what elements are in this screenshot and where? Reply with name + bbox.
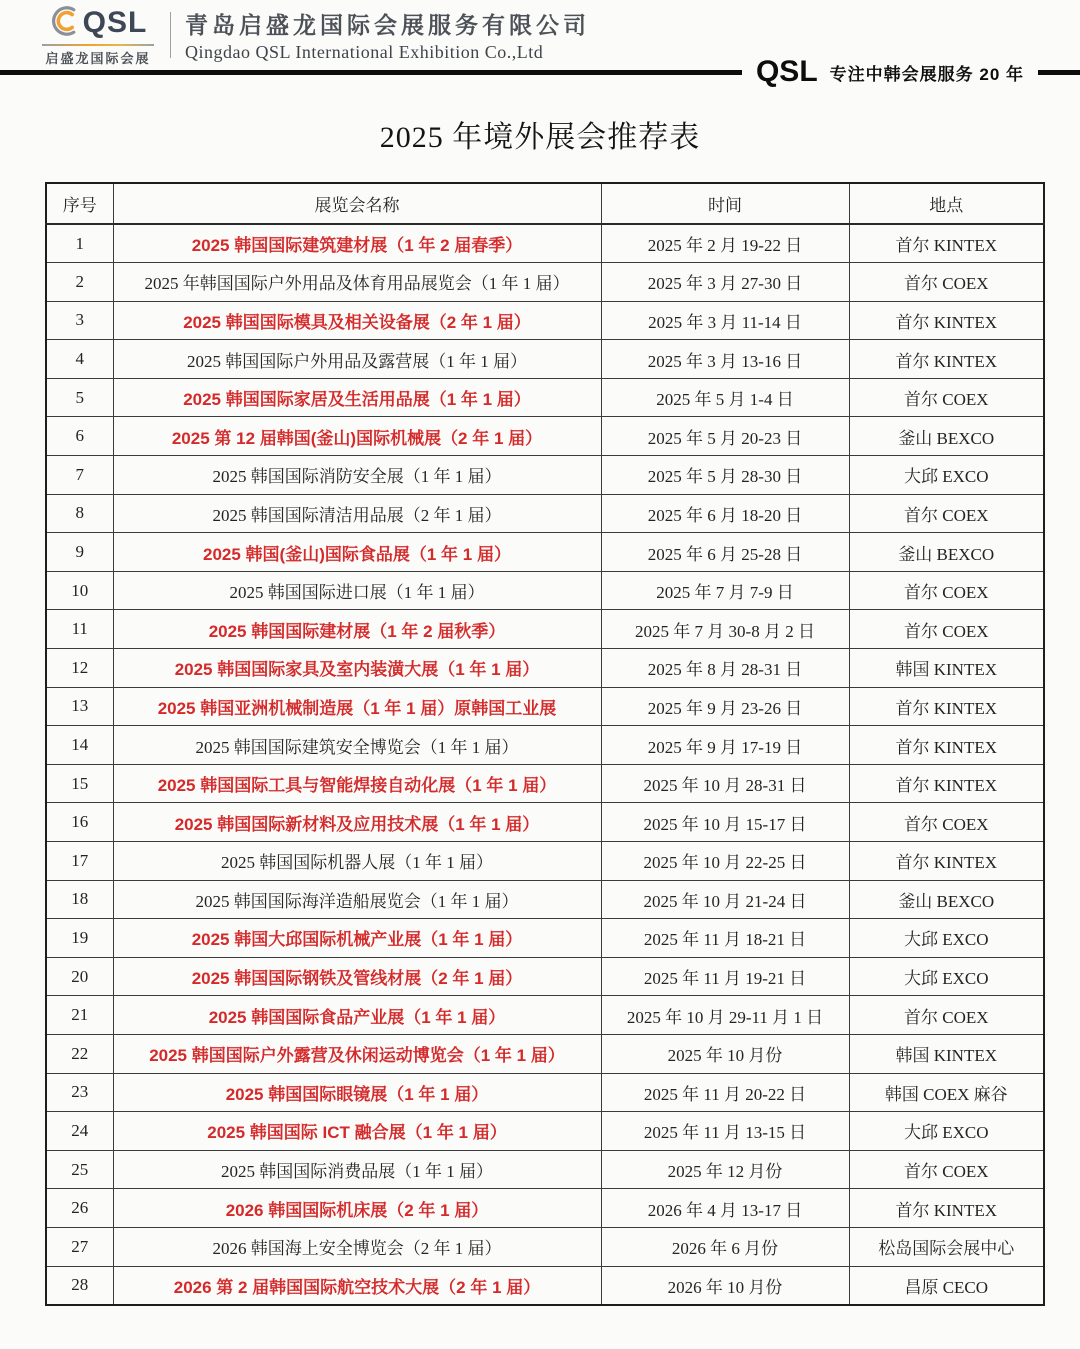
row-number: 11: [46, 610, 113, 649]
table-row: [46, 687, 1044, 726]
exhibition-name: 2025 韩国国际建筑建材展（1 年 2 届春季）: [113, 224, 601, 263]
exhibition-time: 2026 年 10 月份: [601, 1266, 849, 1305]
exhibition-time: 2026 年 4 月 13-17 日: [601, 1189, 849, 1228]
exhibition-place: 首尔 KINTEX: [849, 726, 1044, 765]
row-number: 22: [46, 1034, 113, 1073]
row-number: 12: [46, 649, 113, 688]
row-number: 19: [46, 919, 113, 958]
exhibition-time: 2025 年 3 月 27-30 日: [601, 263, 849, 302]
table-row: [46, 301, 1044, 340]
column-header-number: 序号: [46, 183, 113, 224]
exhibition-place: 首尔 KINTEX: [849, 224, 1044, 263]
exhibition-place: 首尔 KINTEX: [849, 687, 1044, 726]
exhibition-name: 2025 韩国国际模具及相关设备展（2 年 1 届）: [113, 301, 601, 340]
exhibition-time: 2025 年 10 月 21-24 日: [601, 880, 849, 919]
exhibition-place: 首尔 COEX: [849, 610, 1044, 649]
exhibition-place: 首尔 COEX: [849, 996, 1044, 1035]
table-row: [46, 1034, 1044, 1073]
exhibition-place: 釜山 BEXCO: [849, 533, 1044, 572]
exhibition-time: 2025 年 6 月 25-28 日: [601, 533, 849, 572]
exhibition-name: 2025 韩国国际机器人展（1 年 1 届）: [113, 842, 601, 881]
exhibition-place: 松岛国际会展中心: [849, 1227, 1044, 1266]
row-number: 17: [46, 842, 113, 881]
table-row: [46, 1189, 1044, 1228]
exhibition-name: 2025 韩国国际家居及生活用品展（1 年 1 届）: [113, 378, 601, 417]
exhibition-name: 2025 韩国国际海洋造船展览会（1 年 1 届）: [113, 880, 601, 919]
exhibition-place: 韩国 KINTEX: [849, 1034, 1044, 1073]
row-number: 7: [46, 456, 113, 495]
exhibition-name: 2025 韩国国际工具与智能焊接自动化展（1 年 1 届）: [113, 764, 601, 803]
exhibition-name: 2025 韩国国际新材料及应用技术展（1 年 1 届）: [113, 803, 601, 842]
exhibition-place: 韩国 KINTEX: [849, 649, 1044, 688]
exhibition-time: 2025 年 5 月 1-4 日: [601, 378, 849, 417]
row-number: 5: [46, 378, 113, 417]
exhibition-place: 釜山 BEXCO: [849, 417, 1044, 456]
tagline-text: 专注中韩会展服务 20 年: [829, 64, 1024, 84]
exhibition-place: 首尔 COEX: [849, 571, 1044, 610]
row-number: 15: [46, 764, 113, 803]
exhibition-name: 2025 韩国国际户外露营及休闲运动博览会（1 年 1 届）: [113, 1034, 601, 1073]
row-number: 10: [46, 571, 113, 610]
exhibition-name: 2025 韩国国际消费品展（1 年 1 届）: [113, 1150, 601, 1189]
exhibition-name: 2025 韩国国际建筑安全博览会（1 年 1 届）: [113, 726, 601, 765]
row-number: 1: [46, 224, 113, 263]
row-number: 28: [46, 1266, 113, 1305]
row-number: 27: [46, 1227, 113, 1266]
row-number: 26: [46, 1189, 113, 1228]
exhibition-name: 2026 第 2 届韩国国际航空技术大展（2 年 1 届）: [113, 1266, 601, 1305]
tagline-qsl: QSL: [755, 55, 818, 88]
table-row: [46, 803, 1044, 842]
exhibition-name: 2025 韩国亚洲机械制造展（1 年 1 届）原韩国工业展: [113, 687, 601, 726]
table-row: [46, 1150, 1044, 1189]
exhibition-name: 2025 韩国国际建材展（1 年 2 届秋季）: [113, 610, 601, 649]
row-number: 9: [46, 533, 113, 572]
page-title: 2025 年境外展会推荐表: [379, 121, 701, 154]
column-header-place: 地点: [849, 183, 1044, 224]
table-row: [46, 571, 1044, 610]
row-number: 8: [46, 494, 113, 533]
exhibition-name: 2025 第 12 届韩国(釜山)国际机械展（2 年 1 届）: [113, 417, 601, 456]
row-number: 24: [46, 1112, 113, 1151]
exhibition-name: 2025 韩国国际进口展（1 年 1 届）: [113, 571, 601, 610]
exhibition-time: 2025 年 7 月 7-9 日: [601, 571, 849, 610]
exhibition-name: 2025 韩国国际 ICT 融合展（1 年 1 届）: [113, 1112, 601, 1151]
table-row: [46, 649, 1044, 688]
table-row: [46, 224, 1044, 263]
exhibition-name: 2025 韩国大邱国际机械产业展（1 年 1 届）: [113, 919, 601, 958]
exhibition-place: 首尔 COEX: [849, 378, 1044, 417]
row-number: 18: [46, 880, 113, 919]
row-number: 14: [46, 726, 113, 765]
exhibition-place: 首尔 KINTEX: [849, 340, 1044, 379]
exhibition-time: 2025 年 9 月 23-26 日: [601, 687, 849, 726]
exhibition-time: 2025 年 12 月份: [601, 1150, 849, 1189]
exhibition-name: 2025 年韩国国际户外用品及体育用品展览会（1 年 1 届）: [113, 263, 601, 302]
exhibition-time: 2025 年 11 月 13-15 日: [601, 1112, 849, 1151]
company-name-cn: 青岛启盛龙国际会展服务有限公司: [185, 12, 590, 38]
exhibition-time: 2026 年 6 月份: [601, 1227, 849, 1266]
table-row: [46, 340, 1044, 379]
row-number: 25: [46, 1150, 113, 1189]
exhibition-table: [45, 182, 1045, 1306]
exhibition-place: 首尔 COEX: [849, 803, 1044, 842]
logo-rule: [42, 44, 154, 46]
exhibition-name: 2025 韩国国际钢铁及管线材展（2 年 1 届）: [113, 957, 601, 996]
table-row: [46, 1227, 1044, 1266]
exhibition-time: 2025 年 11 月 19-21 日: [601, 957, 849, 996]
exhibition-place: 大邱 EXCO: [849, 919, 1044, 958]
row-number: 4: [46, 340, 113, 379]
logo-subtitle: 启盛龙国际会展: [45, 50, 151, 66]
exhibition-place: 首尔 KINTEX: [849, 1189, 1044, 1228]
exhibition-place: 首尔 COEX: [849, 494, 1044, 533]
row-number: 2: [46, 263, 113, 302]
exhibition-time: 2025 年 3 月 13-16 日: [601, 340, 849, 379]
exhibition-place: 首尔 COEX: [849, 263, 1044, 302]
exhibition-place: 韩国 COEX 麻谷: [849, 1073, 1044, 1112]
exhibition-name: 2025 韩国(釜山)国际食品展（1 年 1 届）: [113, 533, 601, 572]
row-number: 16: [46, 803, 113, 842]
row-number: 13: [46, 687, 113, 726]
row-number: 20: [46, 957, 113, 996]
exhibition-time: 2025 年 10 月份: [601, 1034, 849, 1073]
exhibition-time: 2025 年 6 月 18-20 日: [601, 494, 849, 533]
table-row: [46, 919, 1044, 958]
exhibition-time: 2025 年 10 月 28-31 日: [601, 764, 849, 803]
exhibition-place: 大邱 EXCO: [849, 456, 1044, 495]
exhibition-time: 2025 年 8 月 28-31 日: [601, 649, 849, 688]
exhibition-name: 2025 韩国国际清洁用品展（2 年 1 届）: [113, 494, 601, 533]
table-row: [46, 842, 1044, 881]
company-name-en: Qingdao QSL International Exhibition Co.,Ltd: [185, 42, 544, 62]
table-row: [46, 533, 1044, 572]
exhibition-time: 2025 年 5 月 20-23 日: [601, 417, 849, 456]
tagline-rule-right: [1038, 70, 1080, 75]
exhibition-time: 2025 年 11 月 20-22 日: [601, 1073, 849, 1112]
exhibition-time: 2025 年 2 月 19-22 日: [601, 224, 849, 263]
exhibition-time: 2025 年 5 月 28-30 日: [601, 456, 849, 495]
row-number: 6: [46, 417, 113, 456]
logo-swoosh-icon: [49, 4, 81, 43]
row-number: 23: [46, 1073, 113, 1112]
exhibition-place: 昌原 CECO: [849, 1266, 1044, 1305]
exhibition-time: 2025 年 7 月 30-8 月 2 日: [601, 610, 849, 649]
row-number: 21: [46, 996, 113, 1035]
tagline-rule-left: [0, 70, 742, 75]
table-header-row: [46, 183, 1044, 224]
exhibition-time: 2025 年 10 月 22-25 日: [601, 842, 849, 881]
table-row: [46, 764, 1044, 803]
exhibition-time: 2025 年 10 月 29-11 月 1 日: [601, 996, 849, 1035]
table-row: [46, 726, 1044, 765]
table-row: [46, 880, 1044, 919]
exhibition-time: 2025 年 3 月 11-14 日: [601, 301, 849, 340]
exhibition-name: 2025 韩国国际食品产业展（1 年 1 届）: [113, 996, 601, 1035]
exhibition-name: 2026 韩国国际机床展（2 年 1 届）: [113, 1189, 601, 1228]
exhibition-place: 大邱 EXCO: [849, 957, 1044, 996]
row-number: 3: [46, 301, 113, 340]
exhibition-name: 2025 韩国国际户外用品及露营展（1 年 1 届）: [113, 340, 601, 379]
table-row: [46, 417, 1044, 456]
tagline-bar: [0, 56, 1080, 88]
table-row: [46, 610, 1044, 649]
table-row: [46, 1073, 1044, 1112]
exhibition-place: 大邱 EXCO: [849, 1112, 1044, 1151]
table-row: [46, 263, 1044, 302]
exhibition-place: 首尔 KINTEX: [849, 301, 1044, 340]
exhibition-name: 2025 韩国国际消防安全展（1 年 1 届）: [113, 456, 601, 495]
table-row: [46, 957, 1044, 996]
exhibition-time: 2025 年 10 月 15-17 日: [601, 803, 849, 842]
exhibition-place: 首尔 COEX: [849, 1150, 1044, 1189]
table-row: [46, 1112, 1044, 1151]
exhibition-time: 2025 年 11 月 18-21 日: [601, 919, 849, 958]
brand-divider: [170, 12, 171, 58]
exhibition-place: 首尔 KINTEX: [849, 842, 1044, 881]
exhibition-table-body: [46, 224, 1044, 1305]
column-header-time: 时间: [601, 183, 849, 224]
exhibition-place: 首尔 KINTEX: [849, 764, 1044, 803]
exhibition-name: 2025 韩国国际眼镜展（1 年 1 届）: [113, 1073, 601, 1112]
table-row: [46, 378, 1044, 417]
table-row: [46, 1266, 1044, 1305]
table-row: [46, 996, 1044, 1035]
exhibition-time: 2025 年 9 月 17-19 日: [601, 726, 849, 765]
exhibition-name: 2026 韩国海上安全博览会（2 年 1 届）: [113, 1227, 601, 1266]
table-row: [46, 494, 1044, 533]
column-header-name: 展览会名称: [113, 183, 601, 224]
exhibition-place: 釜山 BEXCO: [849, 880, 1044, 919]
logo-qsl-text: QSL: [82, 6, 148, 39]
table-row: [46, 456, 1044, 495]
exhibition-name: 2025 韩国国际家具及室内装潢大展（1 年 1 届）: [113, 649, 601, 688]
